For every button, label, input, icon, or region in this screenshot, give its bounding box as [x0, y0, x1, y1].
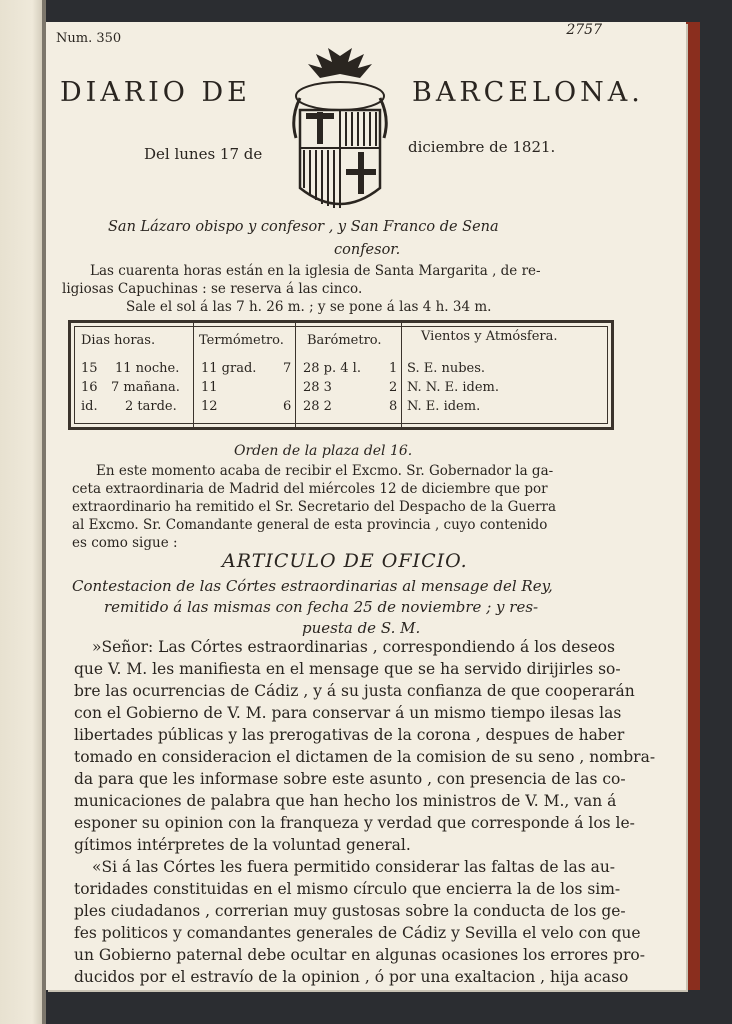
article-subtitle: Contestacion de las Córtes estraordinarias al mensage del Rey,: [72, 577, 553, 595]
table-cell: S. E. nubes.: [407, 361, 486, 376]
order-line: extraordinario ha remitido el Sr. Secretario del Despacho de la Guerra: [72, 499, 557, 515]
table-cell: 15: [81, 361, 98, 376]
table-cell: 12: [201, 399, 218, 414]
notice-line: ligiosas Capuchinas : se reserva á las cinco.: [62, 281, 363, 297]
table-cell: 11 noche.: [115, 361, 180, 376]
paragraph-line: libertades públicas y las prerogativas de la corona , despues de haber: [74, 726, 625, 744]
order-line: ceta extraordinaria de Madrid del miércoles 12 de diciembre que por: [72, 481, 548, 497]
article-heading: ARTICULO DE OFICIO.: [222, 550, 468, 572]
table-cell: 11 grad.: [201, 361, 257, 376]
table-cell: N. E. idem.: [407, 399, 481, 414]
table-cell: N. N. E. idem.: [407, 380, 500, 395]
paragraph-line: un Gobierno paternal debe ocultar en algunas ocasiones los errores pro-: [74, 946, 645, 964]
coat-of-arms-icon: [280, 48, 400, 222]
article-subtitle: puesta de S. M.: [302, 619, 421, 637]
table-cell: 7: [283, 361, 292, 376]
article-subtitle: remitido á las mismas con fecha 25 de noviembre ; y res-: [104, 598, 539, 616]
table-cell: 28 p. 4 l.: [303, 361, 361, 376]
table-cell: 16: [81, 380, 98, 395]
paragraph-line: con el Gobierno de V. M. para conservar á un mismo tiempo ilesas las: [74, 704, 622, 722]
date-right: diciembre de 1821.: [408, 138, 556, 156]
table-cell: 1: [389, 361, 398, 376]
issue-number: Num. 350: [56, 31, 122, 46]
table-cell: 8: [389, 399, 398, 414]
paragraph-line: »Señor: Las Córtes estraordinarias , correspondiendo á los deseos: [92, 638, 615, 656]
date-left: Del lunes 17 de: [144, 145, 263, 163]
book-cover-edge: [686, 22, 700, 990]
order-title: Orden de la plaza del 16.: [234, 443, 413, 459]
sun-times: Sale el sol á las 7 h. 26 m. ; y se pone á las 4 h. 34 m.: [126, 299, 492, 315]
newspaper-page: [46, 22, 686, 990]
masthead-left: DIARIO DE: [60, 77, 251, 108]
table-cell: 2 tarde.: [125, 399, 177, 414]
page-number: 2757: [566, 22, 602, 38]
table-header: Vientos y Atmósfera.: [421, 329, 558, 344]
table-header: Termómetro.: [199, 333, 284, 348]
table-cell: 6: [283, 399, 292, 414]
notice-line: Las cuarenta horas están en la iglesia de Santa Margarita , de re-: [90, 263, 541, 279]
order-line: al Excmo. Sr. Comandante general de esta provincia , cuyo contenido: [72, 517, 548, 533]
paragraph-line: tomado en consideracion el dictamen de la comision de su seno , nombra-: [74, 748, 656, 766]
paragraph-line: bre las ocurrencias de Cádiz , y á su justa confianza de que cooperarán: [74, 682, 635, 700]
left-page-edge: [0, 0, 46, 1024]
masthead-right: BARCELONA.: [412, 77, 644, 108]
paragraph-line: «Si á las Córtes les fuera permitido considerar las faltas de las au-: [92, 858, 616, 876]
table-cell: 2: [389, 380, 398, 395]
paragraph-line: gítimos intérpretes de la voluntad general.: [74, 836, 411, 854]
weather-table: [68, 320, 614, 430]
table-cell: 11: [201, 380, 218, 395]
paragraph-line: que V. M. les manifiesta en el mensage que se ha servido dirijirles so-: [74, 660, 621, 678]
paragraph-line: esponer su opinion con la franqueza y verdad que corresponde á los le-: [74, 814, 635, 832]
paragraph-line: fes politicos y comandantes generales de Cádiz y Sevilla el velo con que: [74, 924, 641, 942]
paragraph-line: ples ciudadanos , correrian muy gustosas sobre la conducta de los ge-: [74, 902, 626, 920]
paragraph-line: ducidos por el estravío de la opinion , ó por una exaltacion , hija acaso: [74, 968, 629, 986]
table-cell: 7 mañana.: [111, 380, 180, 395]
paragraph-line: da para que les informase sobre este asunto , con presencia de las co-: [74, 770, 626, 788]
order-line: En este momento acaba de recibir el Excmo. Sr. Gobernador la ga-: [96, 463, 554, 479]
order-line: es como sigue :: [72, 535, 178, 551]
saints-line-2: confesor.: [334, 242, 401, 258]
table-header: Dias horas.: [81, 333, 156, 348]
table-cell: 28 2: [303, 399, 332, 414]
table-header: Barómetro.: [307, 333, 382, 348]
saints-line: San Lázaro obispo y confesor , y San Franco de Sena: [108, 219, 499, 235]
paragraph-line: municaciones de palabra que han hecho los ministros de V. M., van á: [74, 792, 617, 810]
table-cell: 28 3: [303, 380, 332, 395]
table-cell: id.: [81, 399, 98, 414]
paragraph-line: toridades constituidas en el mismo círculo que encierra la de los sim-: [74, 880, 621, 898]
